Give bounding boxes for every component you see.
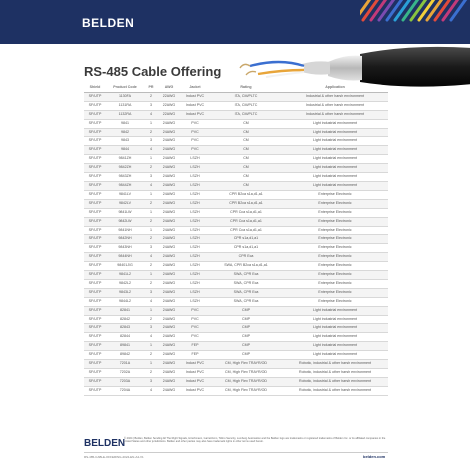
application-cell: Industrial & other harsh environment (282, 110, 388, 119)
table-row (84, 173, 388, 182)
awg-cell: 24AWG (158, 369, 180, 378)
product-code-cell: 9842NH (106, 235, 144, 244)
application-cell: Robotic, industrial & other harsh environment (282, 377, 388, 386)
jacket-cell: LSZH (180, 235, 210, 244)
header-banner (0, 0, 470, 44)
awg-cell: 24AWG (158, 279, 180, 288)
awg-cell: 24AWG (158, 244, 180, 253)
application-cell: Enterprise Electronic (282, 288, 388, 297)
rating-cell: CM (210, 146, 282, 155)
application-cell: Robotic, industrial & other harsh environment (282, 386, 388, 395)
shield-cell: SF/UTP (84, 199, 106, 208)
pair-count-cell: 2 (144, 235, 158, 244)
application-cell: Light industrial environment (282, 119, 388, 128)
rating-cell: CPR B2ca s1a,d1,a1 (210, 199, 282, 208)
application-cell: Enterprise Electronic (282, 271, 388, 280)
column-header: PR (144, 84, 158, 92)
shield-cell: SF/UTP (84, 360, 106, 369)
jacket-cell: LSZH (180, 288, 210, 297)
pair-count-cell: 1 (144, 360, 158, 369)
rating-cell: SWA, CPR B2ca s1a,d1,a1 (210, 262, 282, 271)
jacket-cell: PVC (180, 315, 210, 324)
pair-count-cell: 1 (144, 155, 158, 164)
table-row (84, 333, 388, 342)
application-cell: Enterprise Electronic (282, 262, 388, 271)
pair-count-cell: 4 (144, 333, 158, 342)
jacket-cell: LSZH (180, 226, 210, 235)
shield-cell: SF/UTP (84, 297, 106, 306)
shield-cell: SF/UTP (84, 315, 106, 324)
table-row (84, 279, 388, 288)
product-code-cell: 98401J/G (106, 262, 144, 271)
awg-cell: 22AWG (158, 92, 180, 101)
awg-cell: 22AWG (158, 101, 180, 110)
jacket-cell: LSZH (180, 244, 210, 253)
jacket-cell: LSZH (180, 190, 210, 199)
table-row (84, 226, 388, 235)
product-code-cell: 9843NH (106, 244, 144, 253)
rating-cell: CM, High Flex TRAYR/OD (210, 386, 282, 395)
awg-cell: 24AWG (158, 351, 180, 360)
product-code-cell: 9844L2 (106, 297, 144, 306)
pair-count-cell: 2 (144, 92, 158, 101)
rating-cell: ITA, CM/PLTC (210, 110, 282, 119)
jacket-cell: PVC (180, 324, 210, 333)
product-code-cell: 9844NH (106, 253, 144, 262)
pair-count-cell: 4 (144, 146, 158, 155)
column-header: Rating (210, 84, 282, 92)
product-code-cell: 82841 (106, 306, 144, 315)
table-row (84, 288, 388, 297)
application-cell: Enterprise Electronic (282, 226, 388, 235)
rating-cell: CPR Cca s1a,d1,a1 (210, 226, 282, 235)
awg-cell: 22AWG (158, 110, 180, 119)
table-row (84, 351, 388, 360)
jacket-cell: LSZH (180, 208, 210, 217)
product-code-cell: 1131RA (106, 101, 144, 110)
awg-cell: 24AWG (158, 146, 180, 155)
rating-cell: SWA, CPR Eca (210, 271, 282, 280)
awg-cell: 24AWG (158, 342, 180, 351)
footer-document-code: RS-485-CABLE-OFFERING-2024-EN-A4-V1 (84, 455, 144, 459)
awg-cell: 24AWG (158, 164, 180, 173)
awg-cell: 24AWG (158, 235, 180, 244)
table-row (84, 119, 388, 128)
application-cell: Light industrial environment (282, 342, 388, 351)
shield-cell: SF/UTP (84, 369, 106, 378)
shield-cell: SF/UTP (84, 119, 106, 128)
rating-cell: CPR s1a,d1,a1 (210, 244, 282, 253)
footer-belden-logo: BELDEN (84, 438, 126, 449)
pair-count-cell: 2 (144, 369, 158, 378)
jacket-cell: LSZH (180, 199, 210, 208)
application-cell: Light industrial environment (282, 173, 388, 182)
table-row (84, 190, 388, 199)
pair-count-cell: 2 (144, 351, 158, 360)
shield-cell: SF/UTP (84, 306, 106, 315)
application-cell: Enterprise Electronic (282, 297, 388, 306)
pair-count-cell: 1 (144, 306, 158, 315)
product-code-cell: 7202A (106, 369, 144, 378)
rating-cell: SWA, CPR Eca (210, 297, 282, 306)
application-cell: Robotic, industrial & other harsh environment (282, 360, 388, 369)
table-row (84, 181, 388, 190)
footer-divider (84, 452, 388, 453)
jacket-cell: PVC (180, 137, 210, 146)
awg-cell: 24AWG (158, 377, 180, 386)
awg-cell: 24AWG (158, 119, 180, 128)
pair-count-cell: 2 (144, 128, 158, 137)
jacket-cell: LSZH (180, 262, 210, 271)
application-cell: Industrial & other harsh environment (282, 101, 388, 110)
application-cell: Light industrial environment (282, 324, 388, 333)
product-code-cell: 9841L2 (106, 271, 144, 280)
shield-cell: SF/UTP (84, 351, 106, 360)
jacket-cell: PVC (180, 128, 210, 137)
product-code-cell: 9842LV (106, 199, 144, 208)
jacket-cell: PVC (180, 119, 210, 128)
jacket-cell: Indust PVC (180, 110, 210, 119)
jacket-cell: LSZH (180, 271, 210, 280)
product-code-cell: 82844 (106, 333, 144, 342)
application-cell: Light industrial environment (282, 146, 388, 155)
table-row (84, 342, 388, 351)
application-cell: Light industrial environment (282, 155, 388, 164)
table-row (84, 369, 388, 378)
shield-cell: SF/UTP (84, 137, 106, 146)
rating-cell: CM (210, 128, 282, 137)
jacket-cell: Indust PVC (180, 92, 210, 101)
table-row (84, 235, 388, 244)
product-code-cell: 9843L2 (106, 288, 144, 297)
awg-cell: 24AWG (158, 217, 180, 226)
shield-cell: SF/UTP (84, 128, 106, 137)
application-cell: Enterprise Electronic (282, 253, 388, 262)
page-title: RS-485 Cable Offering (84, 64, 222, 79)
awg-cell: 24AWG (158, 181, 180, 190)
awg-cell: 24AWG (158, 253, 180, 262)
application-cell: Light industrial environment (282, 333, 388, 342)
pair-count-cell: 1 (144, 226, 158, 235)
product-code-cell: 89842 (106, 351, 144, 360)
table-row (84, 386, 388, 395)
shield-cell: SF/UTP (84, 244, 106, 253)
shield-cell: SF/UTP (84, 377, 106, 386)
awg-cell: 24AWG (158, 226, 180, 235)
awg-cell: 24AWG (158, 315, 180, 324)
rating-cell: CMP (210, 342, 282, 351)
pair-count-cell: 3 (144, 288, 158, 297)
application-cell: Enterprise Electronic (282, 217, 388, 226)
jacket-cell: PVC (180, 333, 210, 342)
application-cell: Light industrial environment (282, 128, 388, 137)
product-code-cell: 7201A (106, 360, 144, 369)
product-code-cell: 9843 (106, 137, 144, 146)
table-row (84, 377, 388, 386)
pair-count-cell: 4 (144, 253, 158, 262)
pair-count-cell: 1 (144, 190, 158, 199)
rating-cell: CPR s1a,d1,a1 (210, 235, 282, 244)
application-cell: Enterprise Electronic (282, 244, 388, 253)
pair-count-cell: 3 (144, 101, 158, 110)
jacket-cell: Indust PVC (180, 377, 210, 386)
pair-count-cell: 4 (144, 110, 158, 119)
application-cell: Enterprise Electronic (282, 235, 388, 244)
product-code-cell: 9841LW (106, 208, 144, 217)
jacket-cell: LSZH (180, 253, 210, 262)
table-row (84, 315, 388, 324)
jacket-cell: LSZH (180, 181, 210, 190)
application-cell: Enterprise Electronic (282, 208, 388, 217)
footer-legal-note: © 2024 | Belden, Belden Sending All The Right Signals, Hirschmann, GarrettCom, Tofino Security, Lumberg Automation and the Belden logo are trademarks or registered trademarks of Belden Inc. or its affiliated companies in the United States and other jurisdictions. Belden and other parties may also have trademark rights in other terms used herein. (124, 437, 386, 444)
pair-count-cell: 4 (144, 386, 158, 395)
rating-cell: CM, High Flex TRAYR/OD (210, 377, 282, 386)
rating-cell: CPR B2ca s1a,d1,a1 (210, 190, 282, 199)
awg-cell: 24AWG (158, 324, 180, 333)
jacket-cell: Indust PVC (180, 101, 210, 110)
rating-cell: CM (210, 181, 282, 190)
rating-cell: CMP (210, 351, 282, 360)
jacket-cell: LSZH (180, 173, 210, 182)
application-cell: Light industrial environment (282, 181, 388, 190)
rating-cell: CM (210, 137, 282, 146)
shield-cell: SF/UTP (84, 217, 106, 226)
table-row (84, 110, 388, 119)
rating-cell: CM (210, 173, 282, 182)
shield-cell: SF/UTP (84, 262, 106, 271)
awg-cell: 24AWG (158, 155, 180, 164)
jacket-cell: Indust PVC (180, 360, 210, 369)
application-cell: Light industrial environment (282, 351, 388, 360)
pair-count-cell: 1 (144, 208, 158, 217)
shield-cell: SF/UTP (84, 386, 106, 395)
product-code-cell: 1132RA (106, 110, 144, 119)
rating-cell: CM, High Flex TRAYR/OD (210, 369, 282, 378)
awg-cell: 24AWG (158, 199, 180, 208)
table-row (84, 297, 388, 306)
rating-cell: CMP (210, 333, 282, 342)
rating-cell: CM, High Flex TRAYR/OD (210, 360, 282, 369)
jacket-cell: LSZH (180, 297, 210, 306)
awg-cell: 24AWG (158, 262, 180, 271)
product-code-cell: 9841 (106, 119, 144, 128)
shield-cell: SF/UTP (84, 288, 106, 297)
shield-cell: SF/UTP (84, 253, 106, 262)
table-row (84, 271, 388, 280)
table-row (84, 199, 388, 208)
footer-website-link[interactable]: belden.com (363, 454, 386, 459)
product-code-cell: 9844ZH (106, 181, 144, 190)
shield-cell: SF/UTP (84, 155, 106, 164)
application-cell: Light industrial environment (282, 137, 388, 146)
table-row (84, 324, 388, 333)
pair-count-cell: 1 (144, 271, 158, 280)
pair-count-cell: 3 (144, 173, 158, 182)
product-code-cell: 9842LW (106, 217, 144, 226)
awg-cell: 24AWG (158, 190, 180, 199)
column-header: Product Code (106, 84, 144, 92)
table-row (84, 92, 388, 101)
awg-cell: 24AWG (158, 137, 180, 146)
table-row (84, 146, 388, 155)
pair-count-cell: 2 (144, 315, 158, 324)
product-code-cell: 82842 (106, 315, 144, 324)
rating-cell: ITA, CM/PLTC (210, 92, 282, 101)
table-row (84, 253, 388, 262)
jacket-cell: Indust PVC (180, 369, 210, 378)
jacket-cell: FEP (180, 351, 210, 360)
jacket-cell: PVC (180, 146, 210, 155)
application-cell: Industrial & other harsh environment (282, 92, 388, 101)
column-header: Shield (84, 84, 106, 92)
pair-count-cell: 3 (144, 244, 158, 253)
table-row (84, 155, 388, 164)
awg-cell: 24AWG (158, 306, 180, 315)
shield-cell: SF/UTP (84, 333, 106, 342)
awg-cell: 24AWG (158, 173, 180, 182)
table-row (84, 128, 388, 137)
pair-count-cell: 2 (144, 164, 158, 173)
shield-cell: SF/UTP (84, 110, 106, 119)
shield-cell: SF/UTP (84, 226, 106, 235)
rating-cell: CMP (210, 315, 282, 324)
product-code-cell: 9842ZH (106, 164, 144, 173)
shield-cell: SF/UTP (84, 279, 106, 288)
column-header: Application (282, 84, 388, 92)
jacket-cell: LSZH (180, 217, 210, 226)
rating-cell: CPR Cca s1a,d1,a1 (210, 208, 282, 217)
table-row (84, 137, 388, 146)
awg-cell: 24AWG (158, 271, 180, 280)
application-cell: Light industrial environment (282, 306, 388, 315)
table-row (84, 208, 388, 217)
shield-cell: SF/UTP (84, 190, 106, 199)
table-body (84, 92, 388, 395)
product-code-cell: 9841ZH (106, 155, 144, 164)
shield-cell: SF/UTP (84, 92, 106, 101)
shield-cell: SF/UTP (84, 173, 106, 182)
shield-cell: SF/UTP (84, 324, 106, 333)
pair-count-cell: 2 (144, 217, 158, 226)
pair-count-cell: 3 (144, 137, 158, 146)
product-code-cell: 9843ZH (106, 173, 144, 182)
product-code-cell: 9842L2 (106, 279, 144, 288)
pair-count-cell: 1 (144, 119, 158, 128)
awg-cell: 24AWG (158, 288, 180, 297)
shield-cell: SF/UTP (84, 181, 106, 190)
product-code-cell: 9842 (106, 128, 144, 137)
application-cell: Light industrial environment (282, 315, 388, 324)
rating-cell: CMP (210, 324, 282, 333)
awg-cell: 24AWG (158, 386, 180, 395)
product-code-cell: 9841LV (106, 190, 144, 199)
rating-cell: ITA, CM/PLTC (210, 101, 282, 110)
awg-cell: 24AWG (158, 333, 180, 342)
product-code-cell: 7203A (106, 377, 144, 386)
pair-count-cell: 2 (144, 279, 158, 288)
table-row (84, 164, 388, 173)
application-cell: Enterprise Electronic (282, 199, 388, 208)
application-cell: Light industrial environment (282, 164, 388, 173)
jacket-cell: LSZH (180, 155, 210, 164)
shield-cell: SF/UTP (84, 164, 106, 173)
product-code-cell: 9844 (106, 146, 144, 155)
table-row (84, 244, 388, 253)
pair-count-cell: 2 (144, 262, 158, 271)
table-header-row (84, 84, 388, 92)
pair-count-cell: 3 (144, 377, 158, 386)
application-cell: Enterprise Electronic (282, 279, 388, 288)
awg-cell: 24AWG (158, 208, 180, 217)
shield-cell: SF/UTP (84, 146, 106, 155)
shield-cell: SF/UTP (84, 101, 106, 110)
table-row (84, 262, 388, 271)
table-row (84, 360, 388, 369)
table-row (84, 101, 388, 110)
rating-cell: SWA, CPR Eca (210, 288, 282, 297)
shield-cell: SF/UTP (84, 342, 106, 351)
pair-count-cell: 4 (144, 181, 158, 190)
application-cell: Enterprise Electronic (282, 190, 388, 199)
rating-cell: SWA, CPR Eca (210, 279, 282, 288)
belden-logo: BELDEN (82, 16, 135, 30)
rating-cell: CPR Cca s1a,d1,a1 (210, 217, 282, 226)
pair-count-cell: 3 (144, 324, 158, 333)
product-code-cell: 7204A (106, 386, 144, 395)
pair-count-cell: 2 (144, 199, 158, 208)
pair-count-cell: 4 (144, 297, 158, 306)
product-code-cell: 89841 (106, 342, 144, 351)
shield-cell: SF/UTP (84, 235, 106, 244)
rating-cell: CPR Eca (210, 253, 282, 262)
product-code-cell: 1130FA (106, 92, 144, 101)
column-header: AWG (158, 84, 180, 92)
shield-cell: SF/UTP (84, 271, 106, 280)
jacket-cell: LSZH (180, 279, 210, 288)
table-row (84, 217, 388, 226)
rating-cell: CM (210, 164, 282, 173)
jacket-cell: PVC (180, 306, 210, 315)
cable-table (84, 84, 388, 396)
awg-cell: 24AWG (158, 297, 180, 306)
table-row (84, 306, 388, 315)
rating-cell: CM (210, 155, 282, 164)
rating-cell: CM (210, 119, 282, 128)
awg-cell: 24AWG (158, 128, 180, 137)
jacket-cell: FEP (180, 342, 210, 351)
awg-cell: 24AWG (158, 360, 180, 369)
product-code-cell: 9841NH (106, 226, 144, 235)
application-cell: Robotic, industrial & other harsh environment (282, 369, 388, 378)
pair-count-cell: 1 (144, 342, 158, 351)
column-header: Jacket (180, 84, 210, 92)
rating-cell: CMP (210, 306, 282, 315)
jacket-cell: LSZH (180, 164, 210, 173)
shield-cell: SF/UTP (84, 208, 106, 217)
product-code-cell: 82843 (106, 324, 144, 333)
jacket-cell: Indust PVC (180, 386, 210, 395)
decorative-stripes-icon (360, 0, 470, 44)
